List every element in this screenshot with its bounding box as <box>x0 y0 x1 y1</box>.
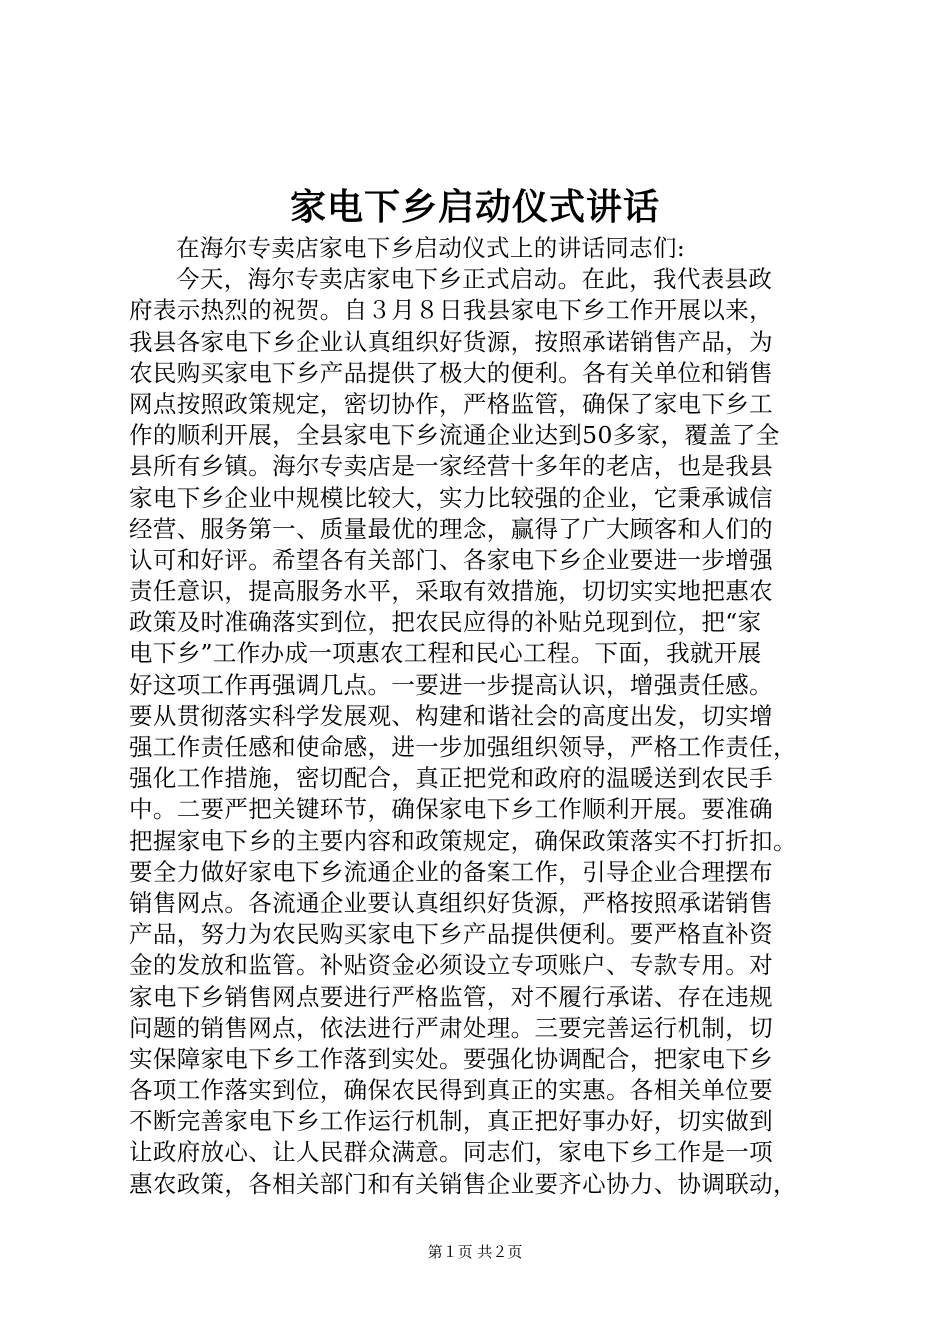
body-line: 强工作责任感和使命感，进一步加强组织领导，严格工作责任， <box>129 733 797 761</box>
body-line: 好这项工作再强调几点。一要进一步提高认识，增强责任感。 <box>129 670 773 699</box>
body-line: 要从贯彻落实科学发展观、构建和谐社会的高度出发，切实增 <box>129 701 773 730</box>
body-line: 把握家电下乡的主要内容和政策规定，确保政策落实不打折扣。 <box>129 826 797 855</box>
body-line: 各项工作落实到位，确保农民得到真正的实惠。各相关单位要 <box>129 1076 773 1105</box>
body-line: 不断完善家电下乡工作运行机制，真正把好事办好，切实做到 <box>129 1107 773 1136</box>
body-line: 产品，努力为农民购买家电下乡产品提供便利。要严格直补资 <box>129 920 773 949</box>
body-line: 县所有乡镇。海尔专卖店是一家经营十多年的老店，也是我县 <box>129 452 773 481</box>
page-number-footer: 第１页 共２页 <box>427 1243 523 1261</box>
body-line: 让政府放心、让人民群众满意。同志们，家电下乡工作是一项 <box>129 1138 773 1167</box>
body-line: 今天，海尔专卖店家电下乡正式启动。在此，我代表县政 <box>176 265 773 294</box>
body-line: 政策及时准确落实到位，把农民应得的补贴兑现到位，把“家 <box>129 608 762 637</box>
body-line: 家电下乡企业中规模比较大，实力比较强的企业，它秉承诚信 <box>129 483 773 512</box>
body-line: 在海尔专卖店家电下乡启动仪式上的讲话同志们: <box>176 234 686 262</box>
body-line: 实保障家电下乡工作落到实处。要强化协调配合，把家电下乡 <box>129 1044 773 1073</box>
body-line: 惠农政策，各相关部门和有关销售企业要齐心协力、协调联动， <box>129 1169 797 1198</box>
body-line: 经营、服务第一、质量最优的理念，赢得了广大顾客和人们的 <box>129 514 773 543</box>
body-line: 金的发放和监管。补贴资金必须设立专项账户、专款专用。对 <box>129 951 773 980</box>
body-line: 要全力做好家电下乡流通企业的备案工作，引导企业合理摆布 <box>129 857 773 886</box>
body-line: 我县各家电下乡企业认真组织好货源，按照承诺销售产品，为 <box>129 327 773 356</box>
document-title: 家电下乡启动仪式讲话 <box>289 187 660 228</box>
body-line: 家电下乡销售网点要进行严格监管，对不履行承诺、存在违规 <box>129 982 773 1011</box>
body-line: 电下乡”工作办成一项惠农工程和民心工程。下面，我就开展 <box>129 639 762 668</box>
body-line: 认可和好评。希望各有关部门、各家电下乡企业要进一步增强 <box>129 545 773 574</box>
body-line: 作的顺利开展，全县家电下乡流通企业达到50多家，覆盖了全 <box>129 421 780 450</box>
body-line: 问题的销售网点，依法进行严肃处理。三要完善运行机制，切 <box>129 1013 773 1042</box>
body-line: 强化工作措施，密切配合，真正把党和政府的温暖送到农民手 <box>129 764 773 793</box>
body-line: 销售网点。各流通企业要认真组织好货源，严格按照承诺销售 <box>129 888 773 917</box>
body-line: 农民购买家电下乡产品提供了极大的便利。各有关单位和销售 <box>129 358 773 387</box>
body-line: 责任意识，提高服务水平，采取有效措施，切切实实地把惠农 <box>129 577 773 606</box>
body-line: 网点按照政策规定，密切协作，严格监管，确保了家电下乡工 <box>129 389 773 418</box>
body-line: 中。二要严把关键环节，确保家电下乡工作顺利开展。要准确 <box>129 795 773 824</box>
body-line: 府表示热烈的祝贺。自３月８日我县家电下乡工作开展以来， <box>129 296 773 325</box>
document-body <box>129 233 834 1200</box>
